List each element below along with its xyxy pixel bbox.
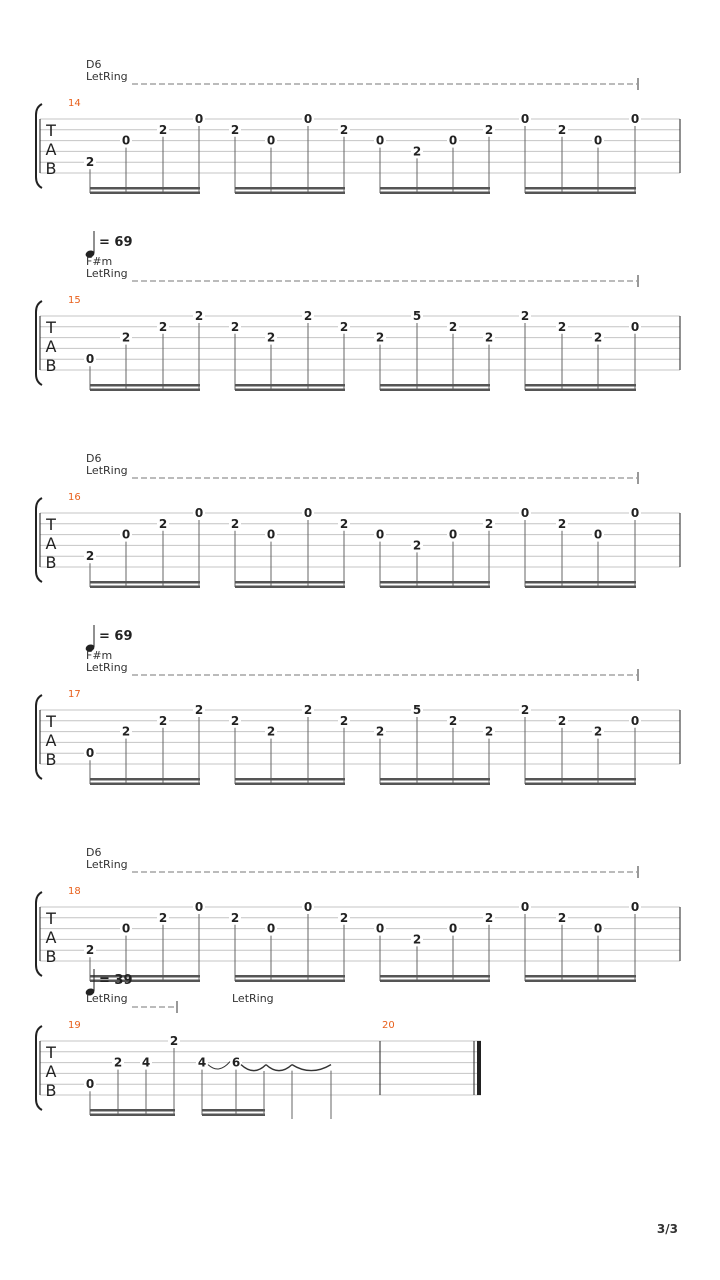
fret-number: 0 bbox=[448, 527, 458, 542]
fret-number: 0 bbox=[630, 713, 640, 728]
tab-letter-t: T bbox=[46, 909, 56, 928]
letring-label: LetRing bbox=[232, 992, 274, 1005]
fret-number: 2 bbox=[158, 122, 168, 137]
tab-letter-b: B bbox=[45, 356, 57, 375]
fret-number: 0 bbox=[593, 527, 603, 542]
tab-letter-t: T bbox=[46, 1043, 56, 1062]
fret-number: 0 bbox=[303, 900, 313, 914]
beam bbox=[525, 384, 636, 387]
beam bbox=[525, 980, 636, 983]
beam bbox=[235, 384, 345, 387]
measure-number: 19 bbox=[68, 1020, 81, 1031]
tempo-marking: = 39 bbox=[99, 973, 133, 988]
letring-label: LetRing bbox=[86, 661, 128, 674]
tab-letter-a: A bbox=[45, 534, 57, 553]
fret-number: 5 bbox=[412, 703, 422, 717]
staff-bracket bbox=[36, 498, 42, 582]
tie bbox=[241, 1065, 266, 1071]
fret-number: 0 bbox=[630, 506, 640, 520]
fret-number: 2 bbox=[266, 724, 276, 739]
fret-number: 0 bbox=[266, 921, 276, 936]
beam bbox=[525, 389, 636, 392]
fret-number: 2 bbox=[230, 713, 240, 728]
beam bbox=[380, 980, 490, 983]
tab-letter-b: B bbox=[45, 947, 57, 966]
tab-letter-t: T bbox=[46, 712, 56, 731]
beam bbox=[380, 192, 490, 195]
fret-number: 0 bbox=[520, 506, 530, 520]
beam bbox=[202, 1109, 265, 1112]
fret-number: 2 bbox=[484, 516, 494, 531]
beam bbox=[380, 384, 490, 387]
tab-system bbox=[36, 625, 680, 785]
tab-letter-a: A bbox=[45, 337, 57, 356]
tab-letter-b: B bbox=[45, 750, 57, 769]
fret-number: 2 bbox=[339, 319, 349, 334]
tab-letter-t: T bbox=[46, 121, 56, 140]
beam bbox=[235, 778, 345, 781]
fret-number: 0 bbox=[194, 900, 204, 914]
beam bbox=[235, 389, 345, 392]
measure-number: 20 bbox=[382, 1020, 395, 1031]
fret-number: 2 bbox=[339, 713, 349, 728]
beam bbox=[525, 581, 636, 584]
chord-label: F#m bbox=[86, 255, 113, 268]
beam bbox=[235, 586, 345, 589]
fret-number: 2 bbox=[339, 516, 349, 531]
fret-number: 0 bbox=[375, 527, 385, 542]
fret-number: 0 bbox=[85, 352, 95, 367]
fret-number: 0 bbox=[375, 921, 385, 936]
fret-number: 2 bbox=[412, 932, 422, 947]
beam bbox=[235, 192, 345, 195]
staff-bracket bbox=[36, 104, 42, 188]
fret-number: 2 bbox=[557, 122, 567, 137]
fret-number: 2 bbox=[339, 122, 349, 137]
fret-number: 2 bbox=[266, 330, 276, 345]
tab-letter-a: A bbox=[45, 1062, 57, 1081]
tab-letter-t: T bbox=[46, 318, 56, 337]
fret-number: 2 bbox=[412, 144, 422, 159]
fret-number: 2 bbox=[484, 330, 494, 345]
fret-number: 2 bbox=[448, 319, 458, 334]
letring-label: LetRing bbox=[86, 858, 128, 871]
beam bbox=[235, 980, 345, 983]
beam bbox=[380, 975, 490, 978]
tab-letter-a: A bbox=[45, 731, 57, 750]
tab-system bbox=[36, 58, 680, 194]
tab-letter-b: B bbox=[45, 1081, 57, 1100]
fret-number: 2 bbox=[303, 703, 313, 717]
measure-number: 15 bbox=[68, 295, 81, 306]
tab-system bbox=[36, 846, 680, 982]
fret-number: 2 bbox=[121, 330, 131, 345]
beam bbox=[90, 778, 200, 781]
fret-number: 6 bbox=[231, 1055, 241, 1070]
beam bbox=[380, 581, 490, 584]
fret-number: 2 bbox=[339, 910, 349, 925]
fret-number: 0 bbox=[630, 112, 640, 126]
tie bbox=[292, 1065, 331, 1071]
staff-bracket bbox=[36, 1026, 42, 1110]
fret-number: 0 bbox=[194, 506, 204, 520]
fret-number: 2 bbox=[85, 943, 95, 958]
staff-bracket bbox=[36, 301, 42, 385]
fret-number: 5 bbox=[412, 309, 422, 323]
page-number: 3/3 bbox=[656, 1222, 678, 1236]
beam bbox=[525, 192, 636, 195]
letring-label: LetRing bbox=[86, 70, 128, 83]
fret-number: 2 bbox=[85, 549, 95, 564]
staff-bracket bbox=[36, 892, 42, 976]
beam bbox=[235, 187, 345, 190]
tempo-marking: = 69 bbox=[99, 629, 133, 644]
fret-number: 2 bbox=[375, 724, 385, 739]
fret-number: 2 bbox=[557, 516, 567, 531]
fret-number: 4 bbox=[141, 1055, 151, 1070]
beam bbox=[90, 187, 200, 190]
letring-label: LetRing bbox=[86, 267, 128, 280]
beam bbox=[90, 1114, 175, 1117]
tab-system bbox=[36, 231, 680, 391]
final-barline-thick bbox=[477, 1041, 481, 1095]
fret-number: 2 bbox=[158, 516, 168, 531]
fret-number: 0 bbox=[520, 900, 530, 914]
fret-number: 2 bbox=[121, 724, 131, 739]
tab-system bbox=[36, 452, 680, 588]
beam bbox=[202, 1114, 265, 1117]
tab-letter-t: T bbox=[46, 515, 56, 534]
fret-number: 0 bbox=[593, 133, 603, 148]
tab-system-final bbox=[36, 969, 481, 1119]
fret-number: 2 bbox=[484, 122, 494, 137]
chord-label: F#m bbox=[86, 649, 113, 662]
fret-number: 2 bbox=[593, 330, 603, 345]
fret-number: 0 bbox=[266, 133, 276, 148]
tab-letter-a: A bbox=[45, 928, 57, 947]
fret-number: 2 bbox=[194, 309, 204, 323]
fret-number: 0 bbox=[121, 527, 131, 542]
fret-number: 0 bbox=[121, 133, 131, 148]
tab-letter-b: B bbox=[45, 159, 57, 178]
beam bbox=[235, 581, 345, 584]
beam bbox=[525, 975, 636, 978]
fret-number: 2 bbox=[484, 910, 494, 925]
fret-number: 2 bbox=[557, 713, 567, 728]
beam bbox=[90, 783, 200, 786]
fret-number: 2 bbox=[557, 910, 567, 925]
fret-number: 2 bbox=[169, 1034, 179, 1048]
measure-number: 16 bbox=[68, 492, 81, 503]
fret-number: 0 bbox=[630, 900, 640, 914]
measure-number: 18 bbox=[68, 886, 81, 897]
chord-label: D6 bbox=[86, 58, 102, 71]
beam bbox=[235, 975, 345, 978]
fret-number: 0 bbox=[85, 746, 95, 761]
fret-number: 2 bbox=[303, 309, 313, 323]
beam bbox=[380, 778, 490, 781]
chord-label: D6 bbox=[86, 846, 102, 859]
beam bbox=[90, 586, 200, 589]
fret-number: 2 bbox=[113, 1055, 123, 1070]
fret-number: 0 bbox=[121, 921, 131, 936]
fret-number: 2 bbox=[194, 703, 204, 717]
beam bbox=[90, 384, 200, 387]
fret-number: 0 bbox=[448, 133, 458, 148]
measure-number: 14 bbox=[68, 98, 81, 109]
letring-label: LetRing bbox=[86, 992, 128, 1005]
fret-number: 2 bbox=[85, 155, 95, 170]
beam bbox=[525, 586, 636, 589]
letring-label: LetRing bbox=[86, 464, 128, 477]
tie bbox=[266, 1065, 292, 1071]
fret-number: 0 bbox=[85, 1077, 95, 1092]
tempo-marking: = 69 bbox=[99, 235, 133, 250]
beam bbox=[90, 192, 200, 195]
beam bbox=[90, 581, 200, 584]
fret-number: 2 bbox=[593, 724, 603, 739]
beam bbox=[525, 783, 636, 786]
beam bbox=[90, 389, 200, 392]
fret-number: 0 bbox=[194, 112, 204, 126]
fret-number: 2 bbox=[158, 910, 168, 925]
fret-number: 2 bbox=[520, 703, 530, 717]
fret-number: 0 bbox=[448, 921, 458, 936]
beam bbox=[380, 389, 490, 392]
fret-number: 2 bbox=[412, 538, 422, 553]
chord-label: D6 bbox=[86, 452, 102, 465]
fret-number: 0 bbox=[630, 319, 640, 334]
beam bbox=[525, 187, 636, 190]
beam bbox=[525, 778, 636, 781]
fret-number: 2 bbox=[230, 319, 240, 334]
fret-number: 0 bbox=[375, 133, 385, 148]
fret-number: 2 bbox=[484, 724, 494, 739]
fret-number: 0 bbox=[593, 921, 603, 936]
beam bbox=[235, 783, 345, 786]
tab-letter-a: A bbox=[45, 140, 57, 159]
fret-number: 0 bbox=[303, 506, 313, 520]
fret-number: 0 bbox=[303, 112, 313, 126]
fret-number: 0 bbox=[520, 112, 530, 126]
beam bbox=[90, 1109, 175, 1112]
beam bbox=[380, 187, 490, 190]
beam bbox=[380, 586, 490, 589]
fret-number: 2 bbox=[448, 713, 458, 728]
fret-number: 2 bbox=[158, 713, 168, 728]
fret-number: 2 bbox=[520, 309, 530, 323]
fret-number: 2 bbox=[375, 330, 385, 345]
tab-letter-b: B bbox=[45, 553, 57, 572]
fret-number: 0 bbox=[266, 527, 276, 542]
fret-number: 4 bbox=[197, 1055, 207, 1070]
fret-number: 2 bbox=[158, 319, 168, 334]
beam bbox=[380, 783, 490, 786]
fret-number: 2 bbox=[230, 122, 240, 137]
staff-bracket bbox=[36, 695, 42, 779]
fret-number: 2 bbox=[230, 516, 240, 531]
measure-number: 17 bbox=[68, 689, 81, 700]
fret-number: 2 bbox=[557, 319, 567, 334]
fret-number: 2 bbox=[230, 910, 240, 925]
